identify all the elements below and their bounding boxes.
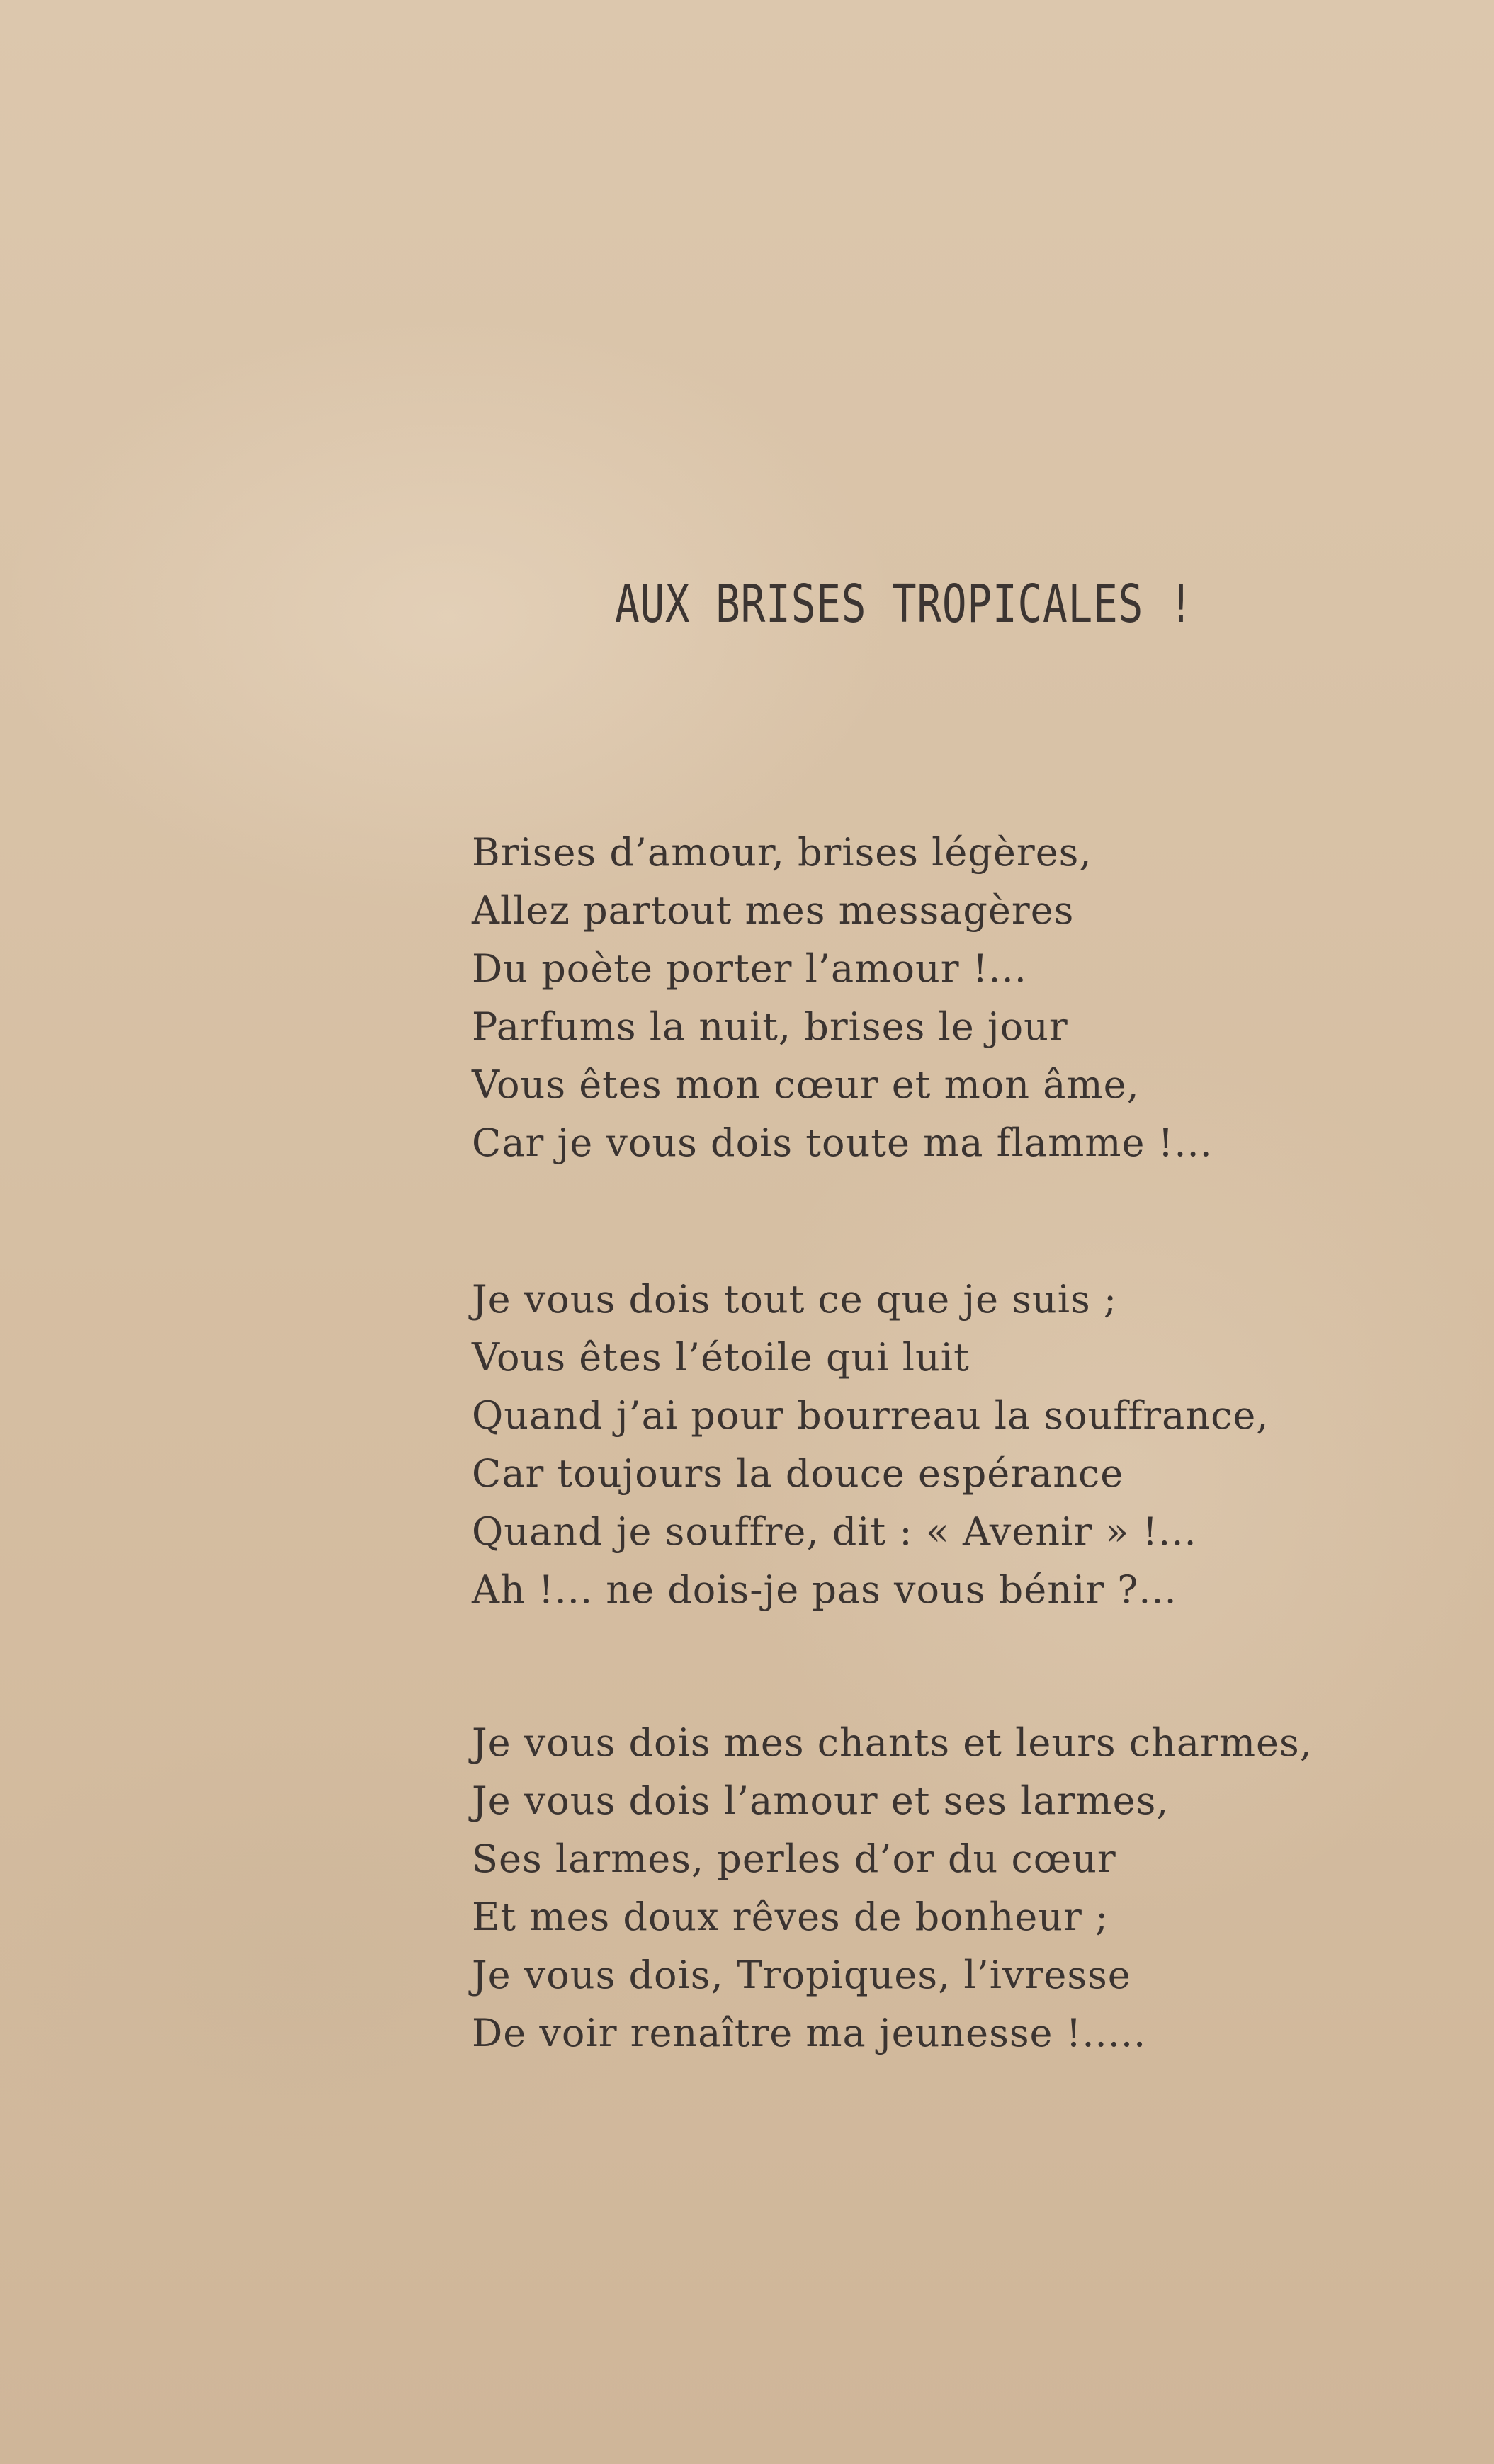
verse-line: Allez partout mes messagères — [472, 888, 1075, 933]
verse-line: Du poète porter l’amour !... — [472, 946, 1027, 991]
verse-line: Je vous dois mes chants et leurs charmes, — [472, 1720, 1313, 1765]
verse-line: Ah !... ne dois-je pas vous bénir ?... — [472, 1567, 1177, 1612]
verse-line: Vous êtes mon cœur et mon âme, — [472, 1062, 1140, 1107]
verse-line: Car je vous dois toute ma flamme !... — [472, 1120, 1213, 1165]
verse-line: Quand je souffre, dit : « Avenir » !... — [472, 1509, 1197, 1554]
verse-line: Et mes doux rêves de bonheur ; — [472, 1895, 1109, 1939]
verse-line: Je vous dois, Tropiques, l’ivresse — [472, 1953, 1131, 1997]
verse-line: Quand j’ai pour bourreau la souffrance, — [472, 1393, 1269, 1438]
verse-line: Car toujours la douce espérance — [472, 1451, 1124, 1496]
verse-line: Parfums la nuit, brises le jour — [472, 1004, 1068, 1049]
verse-line: Vous êtes l’étoile qui luit — [472, 1335, 970, 1380]
stanza-2 — [472, 1271, 1269, 1619]
verse-line: Brises d’amour, brises légères, — [472, 830, 1092, 875]
stanza-1 — [472, 824, 1213, 1172]
poem-title: AUX BRISES TROPICALES ! — [615, 574, 1194, 635]
verse-line: Ses larmes, perles d’or du cœur — [472, 1836, 1116, 1881]
verse-line: Je vous dois tout ce que je suis ; — [472, 1277, 1118, 1322]
verse-line: De voir renaître ma jeunesse !..... — [472, 2011, 1147, 2055]
verse-line: Je vous dois l’amour et ses larmes, — [472, 1778, 1170, 1823]
stanza-3 — [472, 1714, 1313, 2062]
